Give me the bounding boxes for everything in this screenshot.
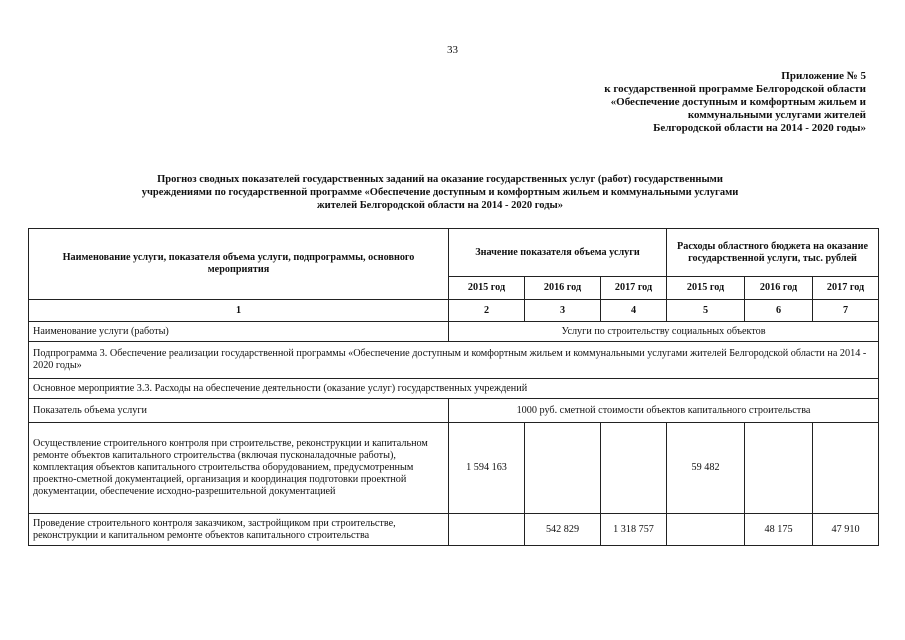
- header-budget-group: Расходы областного бюджета на оказание государственной услуги, тыс. рублей: [667, 229, 879, 277]
- header-year: 2015 год: [449, 277, 525, 300]
- appendix-line: Белгородской области на 2014 - 2020 годы»: [653, 122, 866, 134]
- row-value: [667, 514, 745, 546]
- row-value: 1 594 163: [449, 423, 525, 514]
- row-value: 1 318 757: [601, 514, 667, 546]
- page-number: 33: [447, 44, 458, 56]
- header-year: 2017 год: [601, 277, 667, 300]
- main-activity-row: Основное мероприятие 3.3. Расходы на обеспечение деятельности (оказание услуг) государственных учреждений: [29, 379, 879, 399]
- header-year: 2017 год: [813, 277, 879, 300]
- forecast-table: [28, 228, 879, 546]
- row-service-name: Проведение строительного контроля заказчиком, застройщиком при строительстве, реконструкции и капитальном ремонте объектов капитального строительства: [29, 514, 449, 546]
- row-value: [449, 514, 525, 546]
- column-number: 3: [525, 300, 601, 322]
- row-value: 59 482: [667, 423, 745, 514]
- row-value: [745, 423, 813, 514]
- table-row: [29, 423, 879, 514]
- service-name-value: Услуги по строительству социальных объектов: [449, 322, 879, 342]
- indicator-value: 1000 руб. сметной стоимости объектов капитального строительства: [449, 399, 879, 423]
- header-year: 2015 год: [667, 277, 745, 300]
- column-number: 6: [745, 300, 813, 322]
- row-value: 542 829: [525, 514, 601, 546]
- appendix-line: «Обеспечение доступным и комфортным жильем и: [610, 96, 866, 108]
- column-number: 7: [813, 300, 879, 322]
- header-volume-group: Значение показателя объема услуги: [449, 229, 667, 277]
- subprogram-row: Подпрограмма 3. Обеспечение реализации государственной программы «Обеспечение доступным и комфортным жильем и коммунальными услугами жителей Белгородской области на 2014 - 2020 годы»: [29, 342, 879, 379]
- row-service-name: Осуществление строительного контроля при строительстве, реконструкции и капитальном ремонте объектов капитального строительства (включая пусконаладочные работы), комплектация объектов капитального строительства оборудованием, предусмотренным проектно-сметной документацией, организация и координация подготовки проектной документации, обеспечение исходно-разрешительной документацией: [29, 423, 449, 514]
- row-value: [601, 423, 667, 514]
- appendix-line: Приложение № 5: [781, 70, 866, 82]
- title-line: жителей Белгородской области на 2014 - 2020 годы»: [317, 200, 563, 211]
- document-title: [90, 173, 790, 212]
- table-row: [29, 514, 879, 546]
- column-number: 1: [29, 300, 449, 322]
- header-name-column: Наименование услуги, показателя объема услуги, подпрограммы, основного мероприятия: [29, 229, 449, 300]
- appendix-line: к государственной программе Белгородской области: [604, 83, 866, 95]
- header-year: 2016 год: [745, 277, 813, 300]
- appendix-line: коммунальными услугами жителей: [687, 109, 866, 121]
- row-value: 47 910: [813, 514, 879, 546]
- service-name-label: Наименование услуги (работы): [29, 322, 449, 342]
- column-number: 4: [601, 300, 667, 322]
- column-number: 5: [667, 300, 745, 322]
- column-number: 2: [449, 300, 525, 322]
- row-value: [813, 423, 879, 514]
- header-year: 2016 год: [525, 277, 601, 300]
- row-value: 48 175: [745, 514, 813, 546]
- row-value: [525, 423, 601, 514]
- title-line: Прогноз сводных показателей государственных заданий на оказание государственных услуг (работ) государственными: [157, 174, 723, 185]
- appendix-heading: [500, 70, 866, 135]
- title-line: учреждениями по государственной программе «Обеспечение доступным и комфортным жильем и коммунальными услугами: [141, 187, 739, 198]
- indicator-label: Показатель объема услуги: [29, 399, 449, 423]
